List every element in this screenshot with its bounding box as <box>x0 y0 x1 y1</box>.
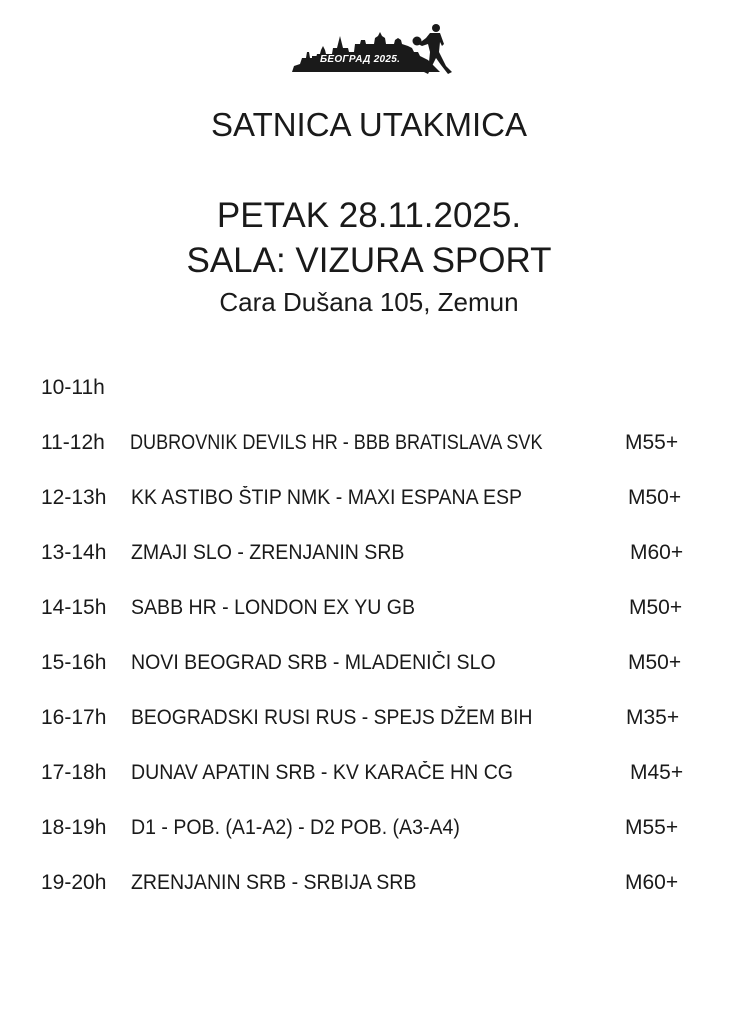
page-title: SATNICA UTAKMICA <box>211 106 527 143</box>
slot-time: 14-15h <box>41 596 107 619</box>
venue-name: SALA: VIZURA SPORT <box>186 241 552 280</box>
event-day: PETAK 28.11.2025. <box>216 196 522 235</box>
slot-match: DUNAV APATIN SRB - KV KARAČE HN CG <box>131 761 513 784</box>
slot-category: M55+ <box>625 816 679 839</box>
slot-category: M45+ <box>630 761 684 784</box>
slot-match: NOVI BEOGRAD SRB - MLADENIČI SLO <box>131 651 496 674</box>
slot-time: 16-17h <box>41 706 107 729</box>
slot-match: D1 - POB. (A1-A2) - D2 POB. (A3-A4) <box>131 816 460 839</box>
slot-category: M50+ <box>628 651 682 674</box>
slot-time: 18-19h <box>41 816 107 839</box>
schedule-row <box>0 484 738 516</box>
schedule-row <box>0 759 738 791</box>
slot-match: BEOGRADSKI RUSI RUS - SPEJS DŽEM BIH <box>131 706 533 729</box>
slot-match: KK ASTIBO ŠTIP NMK - MAXI ESPANA ESP <box>131 486 523 509</box>
logo-text: БЕОГРАД 2025. <box>320 54 401 65</box>
schedule-row <box>0 869 738 901</box>
slot-category: M60+ <box>625 871 679 894</box>
schedule-row <box>0 649 738 681</box>
slot-time: 13-14h <box>41 541 107 564</box>
slot-time: 19-20h <box>41 871 107 894</box>
slot-time: 12-13h <box>41 486 107 509</box>
schedule-row <box>0 704 738 736</box>
slot-category: M35+ <box>626 706 680 729</box>
schedule-row <box>0 594 738 626</box>
schedule-row <box>0 429 738 461</box>
slot-category: M55+ <box>625 431 679 454</box>
slot-match: SABB HR - LONDON EX YU GB <box>131 596 415 619</box>
slot-match: ZMAJI SLO - ZRENJANIN SRB <box>131 541 405 564</box>
slot-time: 17-18h <box>41 761 107 784</box>
slot-time: 10-11h <box>41 376 105 399</box>
slot-time: 15-16h <box>41 651 107 674</box>
slot-time: 11-12h <box>41 431 105 454</box>
slot-match: ZRENJANIN SRB - SRBIJA SRB <box>131 871 417 894</box>
slot-category: M50+ <box>628 486 682 509</box>
schedule-row <box>0 374 738 406</box>
slot-match: DUBROVNIK DEVILS HR - BBB BRATISLAVA SVK <box>130 431 543 454</box>
slot-category: M60+ <box>630 541 684 564</box>
venue-address: Cara Dušana 105, Zemun <box>219 287 519 317</box>
schedule-row <box>0 814 738 846</box>
slot-category: M50+ <box>629 596 683 619</box>
schedule-row <box>0 539 738 571</box>
